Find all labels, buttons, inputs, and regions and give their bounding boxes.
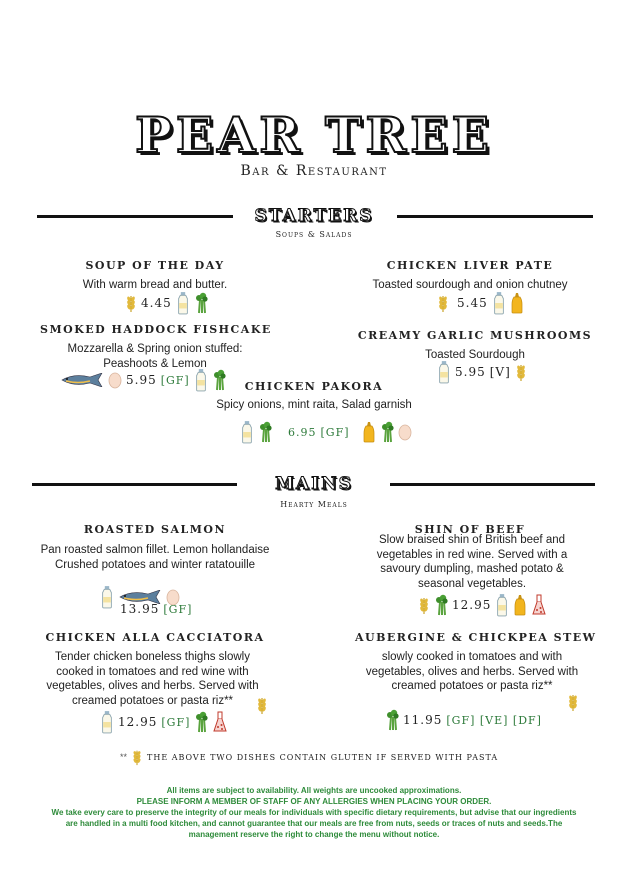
egg-icon [108,371,122,389]
price-row [240,420,412,444]
mustard-icon [362,420,376,444]
dish-name: CREAMY GARLIC MUSHROOMS [357,329,593,342]
wheat-icon [437,293,449,313]
milk-bottle-icon [176,291,190,315]
dish-description: slowly cooked in tomatoes and with vegetables, olives and herbs. Served with creamed potatoes or pasta riz** [365,651,579,692]
mustard-icon [513,593,527,617]
milk-bottle-icon [437,360,451,384]
fish-icon [60,373,104,387]
price: 12.95 [118,715,158,729]
celery-icon [194,291,208,315]
note-text: THE ABOVE TWO DISHES CONTAIN GLUTEN IF SERVED WITH PASTA [147,752,499,762]
price-row [100,710,228,734]
dish-name: CHICKEN LIVER PATE [386,259,554,272]
starters-heading: STARTERS [254,206,374,226]
price: 6.95 [288,425,317,439]
wheat-icon [567,692,579,712]
price: 5.95 [455,365,486,379]
footer-disclaimer: We take every care to preserve the integrity of our meals for individuals with specific dietary requirements, but advise that our ingredients are handled in a multi food kitchen, and cannot guarantee that our meals are free from nuts, seeds or traces of nuts and seeds.The management reserve the right to change the menu without notice. [51,808,577,839]
price: 5.95 [126,373,157,387]
wheat-icon [131,748,143,766]
milk-bottle-icon [495,593,509,617]
dietary-tag: [GF] [VE] [DF] [446,713,542,727]
price-row [125,291,208,315]
wheat-icon [515,362,527,382]
gluten-note [120,748,498,766]
price: 4.45 [141,296,172,310]
price: 11.95 [403,713,443,727]
dietary-tag: [V] [489,365,511,379]
price-row [437,360,527,384]
dish-description: Toasted sourdough and onion chutney [372,279,568,291]
dish-description: Tender chicken boneless thighs slowly cooked in tomatoes and red wine with vegetables, olives and herbs. Served with creamed potatoes or pasta riz** [46,651,259,707]
price-row [418,593,547,617]
dietary-tag: [GF] [160,373,190,387]
wheat-icon [256,695,268,715]
starters-subheading: Soups & Salads [275,230,353,239]
milk-bottle-icon [240,420,254,444]
wheat-icon [418,595,430,615]
dish-name: AUBERGINE & CHICKPEA STEW [355,631,597,644]
price: 13.95 [120,602,160,616]
celery-icon [194,710,208,734]
price-row [120,602,192,616]
dish-name: CHICKEN PAKORA [244,380,384,393]
celery-icon [434,593,448,617]
dish-description: Slow braised shin of British beef and vegetables in red wine. Served with a savoury dumpling, mashed potato & seasonal vegetables. [376,534,568,590]
restaurant-subtitle: Bar & Restaurant [240,163,388,179]
footer-availability: All items are subject to availability. All weights are uncooked approximations. [166,786,462,795]
dish-name: SHIN OF BEEF [414,523,526,536]
dish-description: Spicy onions, mint raita, Salad garnish [216,399,412,411]
milk-bottle-icon [492,291,506,315]
price-row [437,291,524,315]
dish-name: SMOKED HADDOCK FISHCAKE [40,323,272,336]
dish-description: Toasted Sourdough [425,349,525,361]
price: 12.95 [452,598,492,612]
dish-description: Mozzarella & Spring onion stuffed: Peashoots & Lemon [67,343,243,370]
egg-icon [398,423,412,441]
dietary-tag: [GF] [163,602,193,616]
milk-bottle-icon [100,710,114,734]
wheat-icon [125,293,137,313]
dietary-tag: [GF] [320,425,350,439]
sulphites-flask-icon [531,594,547,616]
sulphites-flask-icon [212,711,228,733]
celery-icon [380,420,394,444]
dish-name: CHICKEN ALLA CACCIATORA [45,631,265,644]
celery-icon [385,708,399,732]
dish-name: SOUP OF THE DAY [85,259,225,272]
dietary-tag: [GF] [161,715,191,729]
note-asterisks: ** [120,752,128,762]
mustard-icon [510,291,524,315]
dish-name: ROASTED SALMON [83,523,227,536]
price: 5.45 [457,296,488,310]
mains-subheading: Hearty Meals [280,500,348,509]
milk-bottle-icon [100,585,114,609]
dish-description: With warm bread and butter. [82,279,228,291]
restaurant-title: PEAR TREE [135,106,493,164]
dish-description: Pan roasted salmon fillet. Lemon hollandaise Crushed potatoes and winter ratatouille [40,544,270,571]
mains-heading: MAINS [275,474,353,494]
price-row [385,708,542,732]
footer-allergy-warning: PLEASE INFORM A MEMBER OF STAFF OF ANY ALLERGIES WHEN PLACING YOUR ORDER. [136,797,492,806]
celery-icon [258,420,272,444]
